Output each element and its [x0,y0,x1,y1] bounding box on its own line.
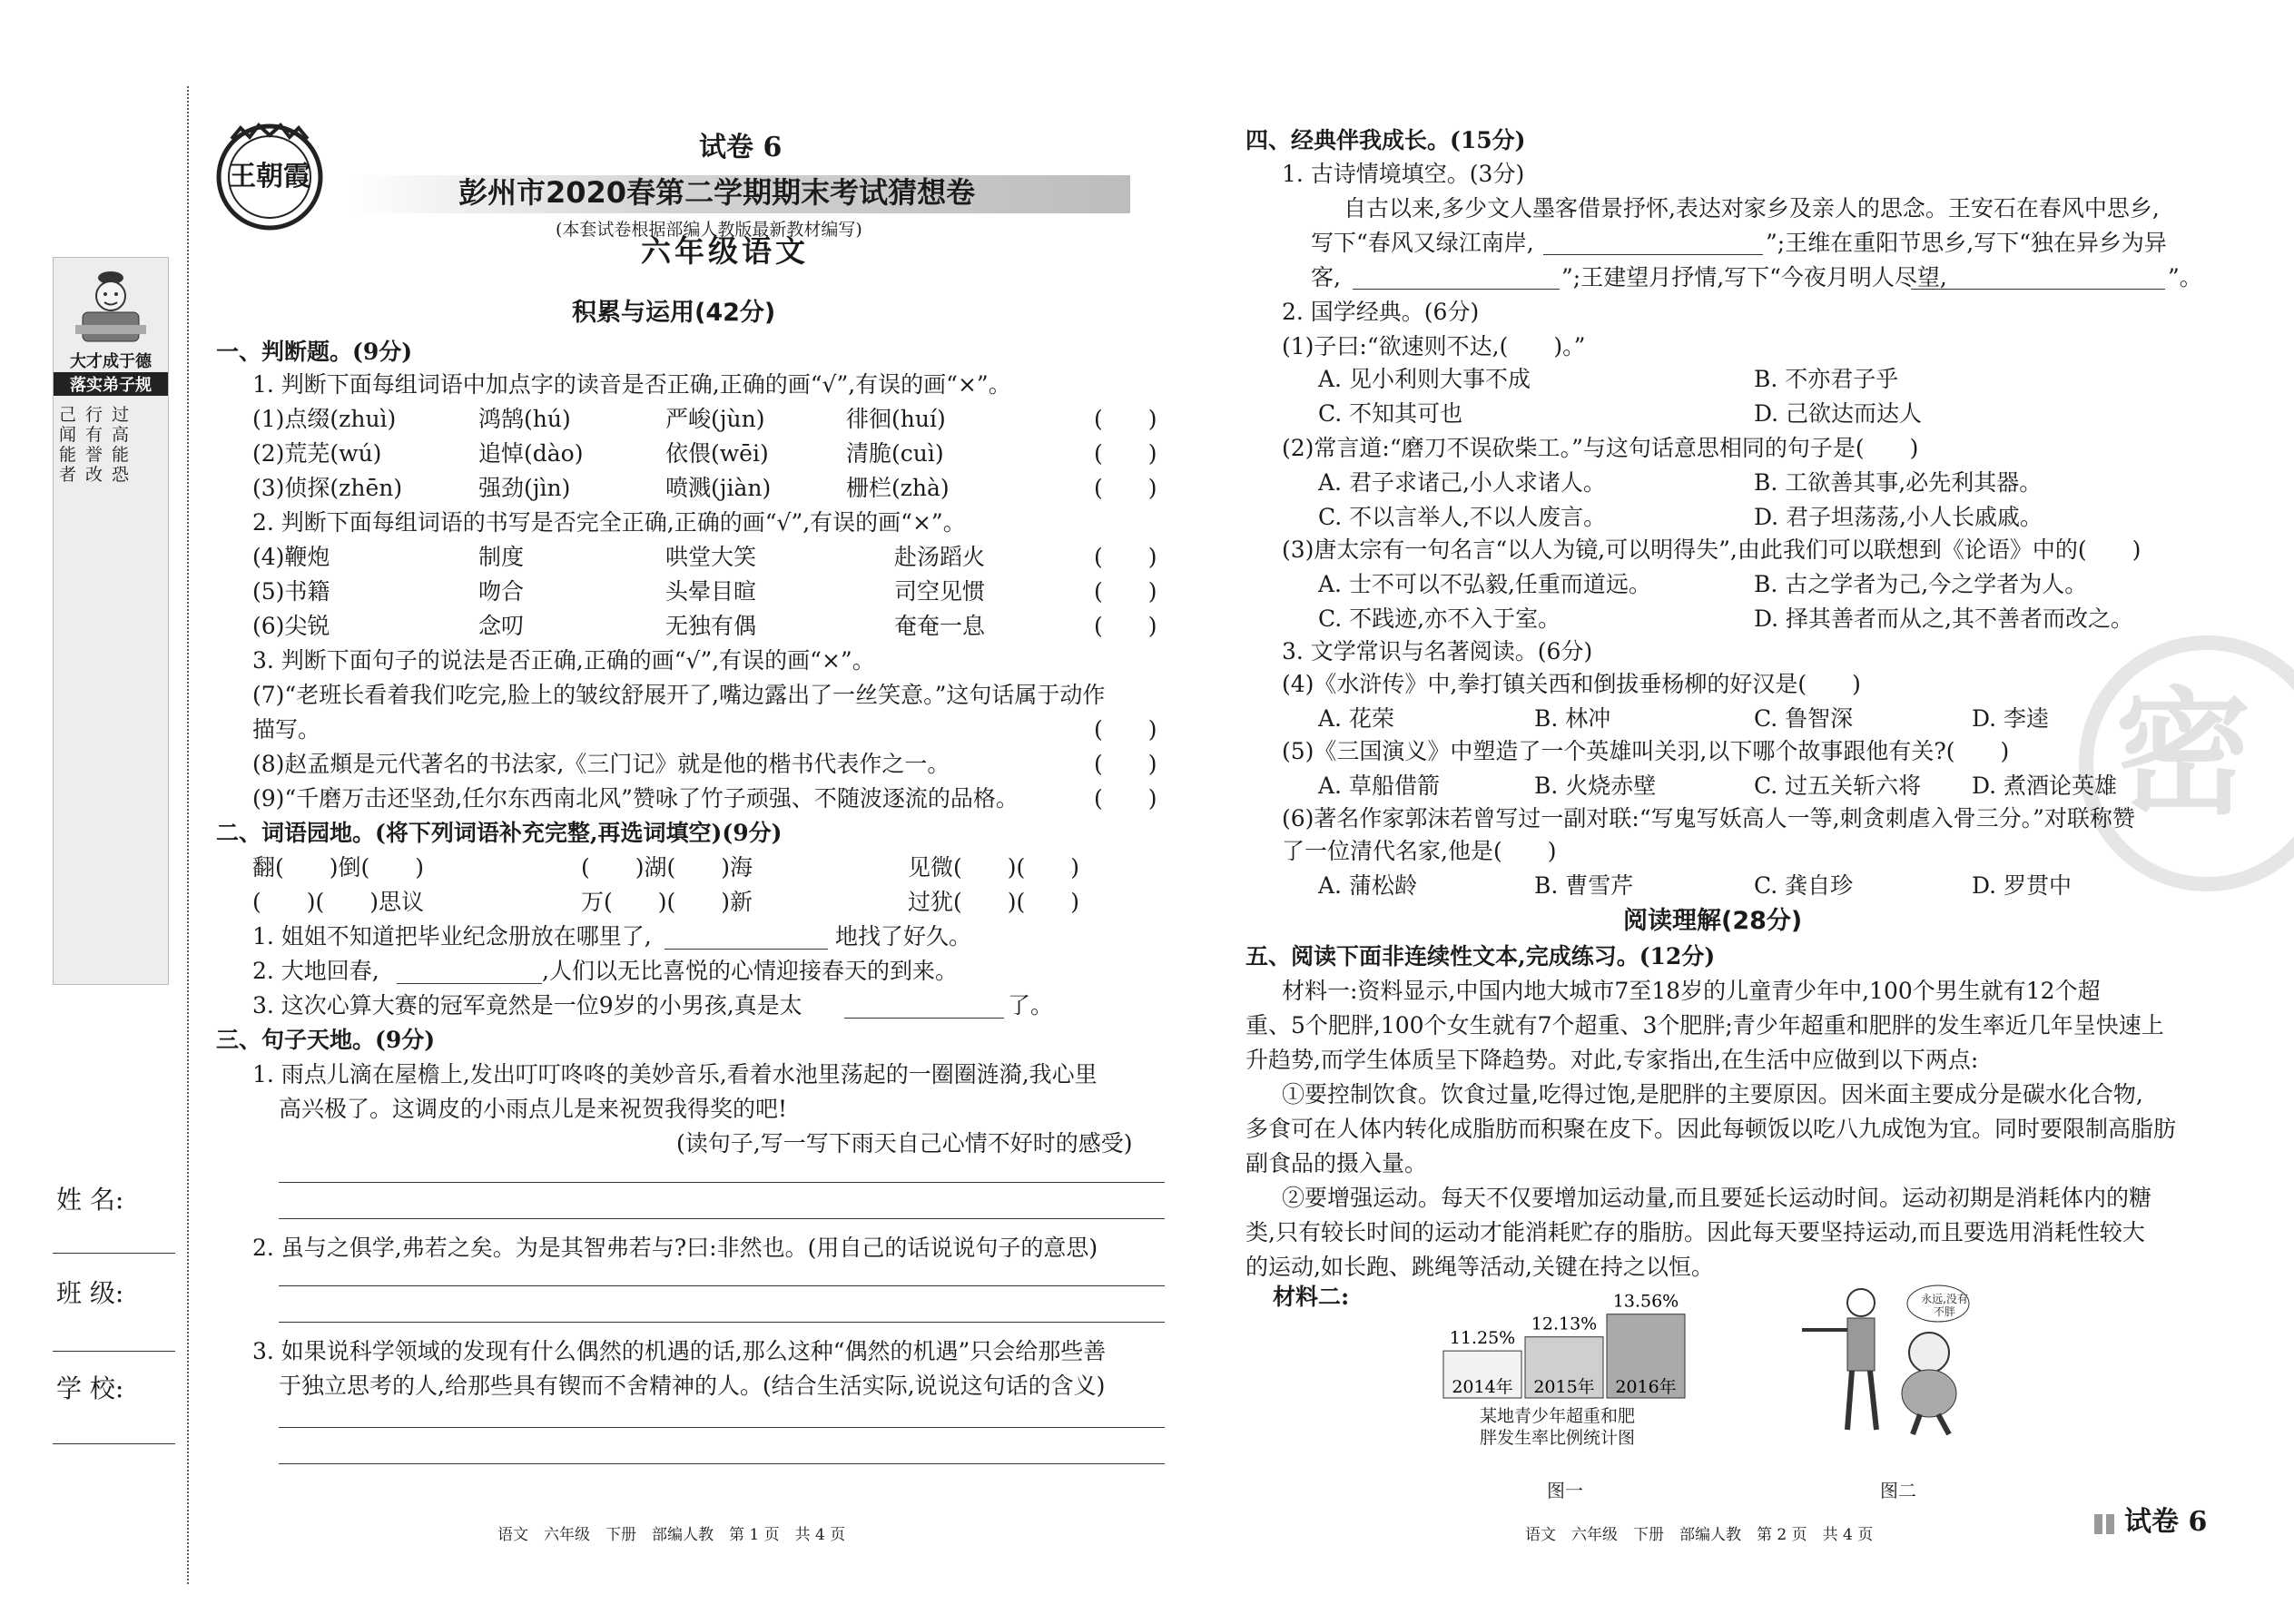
w1-a[interactable]: 翻( )倒( ) [252,854,425,881]
poem-blank[interactable] [1353,289,1560,290]
m3-line2: 类,只有较长时间的运动才能消耗贮存的脂肪。因此每天要坚持运动,而且要选用消耗性较大 [1245,1219,2145,1245]
o5-a[interactable]: A. 草船借箭 [1318,773,1440,799]
q5-heading: 五、阅读下面非连续性文本,完成练习。(12分) [1245,943,1716,969]
o3-a[interactable]: A. 士不可以不弘毅,任重而道远。 [1318,571,1651,597]
fill-blank[interactable] [397,983,542,984]
c2-heading: 2. 国学经典。(6分) [1282,299,1480,325]
r4-b: 制度 [478,544,525,570]
w2-b[interactable]: 万( )( )新 [581,889,753,915]
school-field[interactable] [53,1443,175,1444]
stamp-character: 密 [2115,674,2252,833]
c1-heading: 1. 古诗情境填空。(3分) [1282,161,1525,187]
school-label: 学 校: [56,1373,124,1403]
m4-label: 材料二: [1273,1284,1350,1310]
fill-blank[interactable] [844,1018,1004,1019]
binding-dotted-line [187,86,189,1584]
r4-d: 赴汤蹈火 [894,544,986,570]
c3-6-line1: (6)著名作家郭沫若曾写过一副对联:“写鬼写妖高人一等,刺贪刺虐入骨三分。”对联称赞 [1282,805,2135,832]
chart-caption-1: 某地青少年超重和肥 [1480,1406,1636,1426]
o4-b[interactable]: B. 林冲 [1534,705,1611,732]
p2: 2. 虽与之俱学,弗若之矣。为是其智弗若与?曰:非然也。(用自己的话说说句子的意思) [252,1235,1098,1261]
p1-instruction: (读句子,写一写下雨天自己心情不好时的感受) [676,1130,1133,1156]
fill-blank[interactable] [665,949,828,950]
m3-line3: 的运动,如长跑、跳绳等活动,关键在持之以恒。 [1245,1254,1714,1280]
r2-c: 依偎(wēi) [665,440,769,467]
w1-c[interactable]: 见微( )( ) [908,854,1080,881]
answer-paren[interactable]: ( ) [1094,716,1157,743]
o3-b[interactable]: B. 古之学者为己,今之学者为人。 [1754,571,2088,597]
m1-line1: 材料一:资料显示,中国内地大城市7至18岁的儿童青少年中,100个男生就有12个超 [1282,978,2101,1004]
o1-a[interactable]: A. 见小利则大事不成 [1318,366,1531,392]
r1-b: 鸿鹄(hú) [478,406,571,432]
m1-line2: 重、5个肥胖,100个女生就有7个超重、3个肥胖;青少年超重和肥胖的发生率近几年呈快速上 [1245,1012,2164,1038]
o3-c[interactable]: C. 不践迹,亦不入于室。 [1318,605,1561,632]
answer-paren[interactable]: ( ) [1094,751,1157,777]
corner-series-label: 试卷 6 [2124,1506,2208,1538]
answer-line[interactable] [279,1182,1165,1183]
s8: (8)赵孟頫是元代著名的书法家,《三门记》就是他的楷书代表作之一。 [252,751,950,777]
o2-d[interactable]: D. 君子坦荡荡,小人长戚戚。 [1754,504,2043,530]
answer-paren[interactable]: ( ) [1094,578,1157,605]
obesity-bar-chart [1434,1280,1707,1407]
r6-d: 奄奄一息 [894,613,986,639]
c1-line3c: ”。 [2168,264,2202,290]
r2-a: (2)荒芜(wú) [252,440,382,467]
o4-a[interactable]: A. 花荣 [1318,705,1394,732]
answer-paren[interactable]: ( ) [1094,406,1157,432]
r6-c: 无独有偶 [665,613,757,639]
m2-line1: ①要控制饮食。饮食过量,吃得过饱,是肥胖的主要原因。因米面主要成分是碳水化合物, [1282,1081,2143,1107]
logo-text: 王朝霞 [229,161,310,192]
bar-value-label: 13.56% [1612,1291,1679,1312]
scholar-illustration [70,265,152,345]
o6-d[interactable]: D. 罗贯中 [1972,872,2072,899]
footer-left: 语文 六年级 下册 部编人教 第 1 页 共 4 页 [497,1526,846,1544]
sidebar-panel [53,257,169,985]
o2-a[interactable]: A. 君子求诸己,小人求诸人。 [1318,469,1606,496]
p1-line1: 1. 雨点儿滴在屋檐上,发出叮叮咚咚的美妙音乐,看着水池里荡起的一圈圈涟漪,我心里 [252,1061,1098,1088]
answer-line[interactable] [279,1427,1165,1428]
o6-b[interactable]: B. 曹雪芹 [1534,872,1634,899]
chart-caption-2: 胖发生率比例统计图 [1480,1428,1636,1448]
page-title: 彭州市2020春第二学期期末考试猜想卷 [458,175,976,210]
c3-5: (5)《三国演义》中塑造了一个英雄叫关羽,以下哪个故事跟他有关?( ) [1282,738,2010,764]
o5-b[interactable]: B. 火烧赤壁 [1534,773,1657,799]
r5-d: 司空见惯 [894,578,986,605]
f1-a: 1. 姐姐不知道把毕业纪念册放在哪里了, [252,923,652,950]
c3-4: (4)《水浒传》中,拳打镇关西和倒拔垂杨柳的好汉是( ) [1282,671,1861,697]
r2-b: 追悼(dào) [478,440,584,467]
s9: (9)“千磨万击还坚劲,任尔东西南北风”赞咏了竹子顽强、不随波逐流的品格。 [252,785,1019,812]
figure-1-label: 图一 [1547,1480,1583,1501]
sidebar-slogan-2: 落实弟子规 [54,372,168,396]
answer-paren[interactable]: ( ) [1094,544,1157,570]
f1-b: 地找了好久。 [835,923,972,950]
bar-value-label: 12.13% [1531,1314,1598,1334]
r6-a: (6)尖锐 [252,613,330,639]
p3-line1: 3. 如果说科学领域的发现有什么偶然的机遇的话,那么这种“偶然的机遇”只会给那些善 [252,1338,1107,1364]
r3-b: 强劲(jìn) [478,475,571,501]
m3-line1: ②要增强运动。每天不仅要增加运动量,而且要延长运动时间。运动初期是消耗体内的糖 [1282,1185,2151,1211]
o3-d[interactable]: D. 择其善者而从之,其不善者而改之。 [1754,605,2133,632]
c2-2: (2)常言道:“磨刀不误砍柴工。”与这句话意思相同的句子是( ) [1282,435,1919,461]
p1-line2: 高兴极了。这调皮的小雨点儿是来祝贺我得奖的吧! [279,1096,788,1122]
bar-value-label: 11.25% [1449,1328,1516,1349]
answer-paren[interactable]: ( ) [1094,785,1157,812]
name-field[interactable] [53,1253,175,1254]
q2-heading: 二、词语园地。(将下列词语补充完整,再选词填空)(9分) [216,820,783,846]
c1-line3a: 客, [1311,264,1341,290]
c2-1: (1)子曰:“欲速则不达,( )。” [1282,333,1586,359]
o2-b[interactable]: B. 工欲善其事,必先利其器。 [1754,469,2043,496]
answer-paren[interactable]: ( ) [1094,613,1157,639]
r2-d: 清脆(cuì) [846,440,944,467]
c1-line2a: 写下“春风又绿江南岸, [1311,230,1534,256]
q1-heading: 一、判断题。(9分) [216,339,413,365]
r1-a: (1)点缀(zhuì) [252,406,397,432]
q1-1-text: 1. 判断下面每组词语中加点字的读音是否正确,正确的画“√”,有误的画“×”。 [252,371,1011,398]
answer-line[interactable] [279,1285,1165,1286]
section-accumulation: 积累与运用(42分) [572,299,776,327]
speech-bubble-text: 永远,没有不胖 [1921,1293,1968,1318]
poem-blank[interactable] [1911,289,2165,290]
p3-line2: 于独立思考的人,给那些具有锲而不舍精神的人。(结合生活实际,说说这句话的含义) [279,1373,1106,1399]
edition-note: (本套试卷根据部编人教版最新教材编写) [556,220,862,240]
r4-c: 哄堂大笑 [665,544,757,570]
f2-b: ,人们以无比喜悦的心情迎接春天的到来。 [542,958,958,984]
name-label: 姓 名: [56,1185,124,1215]
bar-category-label: 2015年 [1533,1377,1595,1397]
answer-line[interactable] [279,1218,1165,1219]
c1-line1: 自古以来,多少文人墨客借景抒怀,表达对家乡及亲人的思念。王安石在春风中思乡, [1344,195,2160,221]
o1-c[interactable]: C. 不知其可也 [1318,400,1463,427]
o5-c[interactable]: C. 过五关斩六将 [1754,773,1922,799]
class-label: 班 级: [56,1278,124,1308]
answer-line[interactable] [279,1322,1165,1323]
o1-d[interactable]: D. 己欲达而达人 [1754,400,1923,427]
o5-d[interactable]: D. 煮酒论英雄 [1972,773,2118,799]
r4-a: (4)鞭炮 [252,544,330,570]
subject-title: 六年级语文 [641,233,809,269]
answer-paren[interactable]: ( ) [1094,475,1157,501]
o6-c[interactable]: C. 龚自珍 [1754,872,1854,899]
f3-a: 3. 这次心算大赛的冠军竟然是一位9岁的小男孩,真是太 [252,992,802,1019]
c2-3: (3)唐太宗有一句名言“以人为镜,可以明得失”,由此我们可以联想到《论语》中的( ) [1282,536,2141,563]
figure-2-label: 图二 [1880,1480,1916,1501]
f2-a: 2. 大地回春, [252,958,379,984]
r3-d: 栅栏(zhà) [846,475,950,501]
o6-a[interactable]: A. 蒲松龄 [1318,872,1417,899]
r1-c: 严峻(jùn) [665,406,765,432]
poem-blank[interactable] [1543,254,1763,255]
answer-paren[interactable]: ( ) [1094,440,1157,467]
m2-line2: 多食可在人体内转化成脂肪而积聚在皮下。因此每顿饭以吃八九成饱为宜。同时要限制高脂肪 [1245,1116,2177,1142]
r3-c: 喷溅(jiàn) [665,475,772,501]
o4-c[interactable]: C. 鲁智深 [1754,705,1854,732]
q4-heading: 四、经典伴我成长。(15分) [1245,127,1526,153]
o4-d[interactable]: D. 李逵 [1972,705,2050,732]
bar-category-label: 2016年 [1615,1377,1677,1397]
c1-line3b: ”;王建望月抒情,写下“今夜月明人尽望, [1561,264,1947,290]
w2-a[interactable]: ( )( )思议 [252,889,425,915]
q1-2-text: 2. 判断下面每组词语的书写是否完全正确,正确的画“√”,有误的画“×”。 [252,509,966,536]
answer-line[interactable] [279,1463,1165,1464]
c3-heading: 3. 文学常识与名著阅读。(6分) [1282,638,1593,664]
r1-d: 徘徊(huí) [846,406,946,432]
r5-c: 头晕目暄 [665,578,757,605]
bar-category-label: 2014年 [1452,1377,1513,1397]
f3-b: 了。 [1008,992,1054,1019]
o2-c[interactable]: C. 不以言举人,不以人废言。 [1318,504,1607,530]
class-field[interactable] [53,1351,175,1352]
corner-squares [2094,1514,2114,1534]
w2-c[interactable]: 过犹( )( ) [908,889,1080,915]
r5-b: 吻合 [478,578,525,605]
sidebar-col-1: 己行过闻有高能誉能者改恐 [59,405,139,485]
s7-line1: (7)“老班长看着我们吃完,脸上的皱纹舒展开了,嘴边露出了一丝笑意。”这句话属于动作 [252,682,1106,708]
m1-line3: 升趋势,而学生体质呈下降趋势。对此,专家指出,在生活中应做到以下两点: [1245,1047,1979,1073]
r3-a: (3)侦探(zhēn) [252,475,403,501]
q3-heading: 三、句子天地。(9分) [216,1027,436,1053]
w1-b[interactable]: ( )湖( )海 [581,854,753,881]
footer-right: 语文 六年级 下册 部编人教 第 2 页 共 4 页 [1525,1526,1874,1544]
section-reading: 阅读理解(28分) [1623,907,1803,935]
q1-3-text: 3. 判断下面句子的说法是否正确,正确的画“√”,有误的画“×”。 [252,647,875,674]
r5-a: (5)书籍 [252,578,330,605]
c3-6-line2: 了一位清代名家,他是( ) [1282,838,1557,864]
series-label: 试卷 6 [699,132,783,163]
sidebar-slogan-1: 大才成于德 [70,352,152,371]
r6-b: 念叨 [478,613,525,639]
c1-line2b: ”;王维在重阳节思乡,写下“独在异乡为异 [1766,230,2167,256]
m2-line3: 副食品的摄入量。 [1245,1150,1428,1176]
o1-b[interactable]: B. 不亦君子乎 [1754,366,1899,392]
s7-line2: 描写。 [252,716,321,743]
